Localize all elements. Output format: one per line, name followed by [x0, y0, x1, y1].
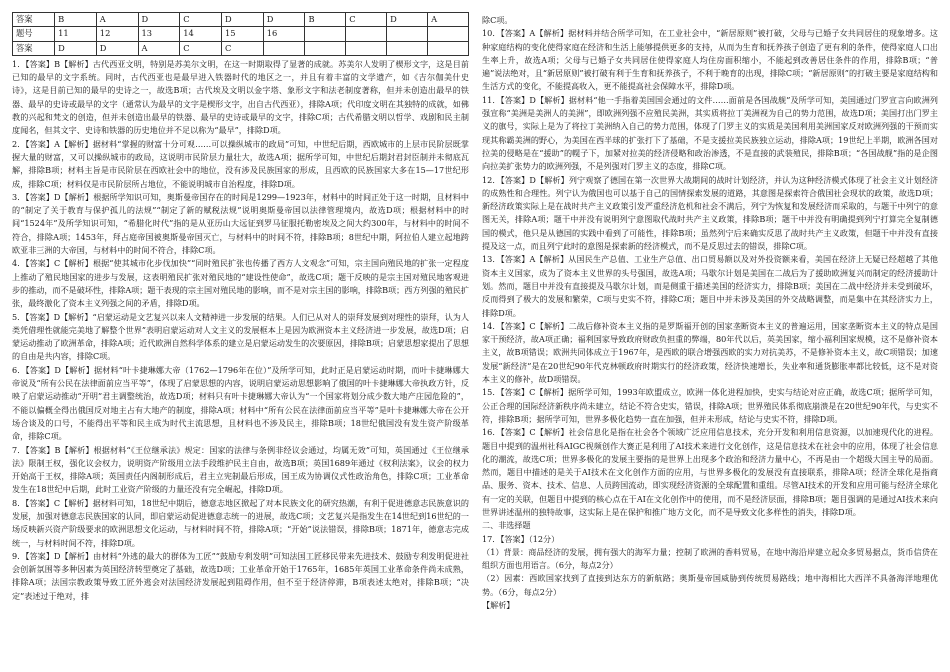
answer-table-row — [13, 27, 469, 41]
answer-table-cell — [387, 41, 428, 55]
answer-table-cell — [428, 27, 469, 41]
paragraph: 14．【答案】C【解析】二战后修补资本主义指的是罗斯福开创的国家垄断资本主义的普遍运用，国家垄断资本主义的特点是国家干预经济，故A项正确；福利国家导致政府财政负担重的弊端，80年代以后，英美国家，缩小福利国家规模，这不是修补资本主义，故B项错误；欧洲共同体成立于1967年，是西欧的联合增强西欧的实力对抗美苏，不是修补资本主义，故C项错误；加速发展“新经济”是在20世纪90年代克林顿政府时期实行的经济政策，经济快速增长，失业率和通货膨胀率都比较低，这不是对资本主义的修补，故D项错误。 — [482, 320, 938, 385]
answer-table-cell: 11 — [55, 27, 97, 41]
right-text-block — [482, 14, 938, 612]
answer-table-cell: D — [96, 41, 138, 55]
answer-table-cell — [305, 41, 346, 55]
paragraph: 除C项。 — [482, 15, 513, 25]
paragraph: 6．【答案】D【解析】据材料“叶卡捷琳娜大帝（1762—1796年在位）”及所学可知，此时正是启蒙运动时期，而叶卡捷琳娜大帝说及“所有公民在法律面前应当平等”，体现了启蒙思想的内容，说明启蒙运动思想影响了俄国的叶卡捷琳娜大帝执政方针，反映了启蒙运动推动“开明”君主调整统治，故选D项；材料只有叶卡捷琳娜大帝认为“一个国家将划分成少数大地产庄园危险的”，不能以偏概全得出俄国反对地主占有大地产的制度，排除A项；材料中“所有公民在法律面前应当平等”是叶卡捷琳娜大帝在公开场合谈及的口号，不能得出平等和民主成为时代主流思想，且材料也不涉及民主，排除B项；18世纪俄国没有发生资产阶级革命，排除C项。 — [12, 364, 469, 442]
paragraph: 17．【答案】（12分） — [482, 533, 560, 544]
paragraph: 7．【答案】B【解析】根据材料“《王位继承法》规定：国家的法律与条例非经议会通过，均属无效”可知，英国通过《王位继承法》限制王权，强化议会权力，说明资产阶级用立法手段维护民主自由，故选B项；英国1689年通过《权利法案》，议会的权力开始高于王权，排除A项；英国责任内阁制形成后，君主立宪制最后形成，国王成为协调仪式性政治角色，排除C项；工业革命发生在18世纪中后期，此时工业资产阶级的力量还没有完全崛起，排除D项。 — [12, 444, 469, 495]
answer-table-cell — [263, 41, 305, 55]
answer-table-cell: B — [55, 13, 97, 27]
paragraph: 12．【答案】D【解析】列宁观察了德国在第一次世界大战期间的战时计划经济，并认为这种经济模式体现了社会主义计划经济的成熟性和合理性。列宁认为俄国也可以基于自己的国情探索发展的道路，其意图是探索符合俄国社会现状的政策，故选D项；新经济政策实际上是在战时共产主义政策引发严重经济危机和社会不满后，列宁为恢复和发展经济而采取的，与题干中列宁的意图无关，排除A项；题干中并没有说明列宁意图取代战时共产主义政策，排除B项；题干中并没有明确提到列宁打算完全复制德国的模式，他只是从德国的实践中看到了可能性，排除B项；虽然列宁后来确实反思了战时共产主义政策，但题干中并没有直接提及这一点，而且列宁此时的意图是探索新的经济模式，而不是反思过去的错误，排除C项。 — [482, 174, 938, 252]
answer-table-row-label: 题号 — [13, 27, 55, 41]
answer-table-row-label: 答案 — [13, 13, 55, 27]
answer-table-row-label: 答案 — [13, 41, 55, 55]
left-column — [12, 12, 469, 603]
paragraph: 9．【答案】D【解析】由材料“外逃的最大的群体为工匠”“鼓励专利发明”可知法国工匠移民带来先进技术、鼓励专利发明促进社会创新氛围等多种因素为英国经济转型奠定了基础，故选D项；工业革命开始于1765年，1685年英国工业革命条件尚未成熟，排除A项；法国宗教政策导致工匠外逃会对法国经济发展起到阻碍作用，但不至于经济停滞，B项表述太绝对，排除B项；“决定”表述过于绝对，排 — [12, 550, 469, 601]
paragraph: 2．【答案】A【解析】据材料“掌握的财富十分可观……可以操纵城市的政局”可知，中世纪后期，西欧城市的上层市民阶层既掌握大量的财富，又可以操纵城市的政局，这说明市民阶层力量壮大，故选A项；据所学可知，中世纪后期封君封臣制并未彻底瓦解，排除B项；材料主旨是市民阶层在西欧社会中的地位，没有涉及民族国家的形成，且西欧的民族国家大多在15—17世纪形成，排除C项；材料仅是市民阶层所占地位，不能说明城市自治程度，排除D项。 — [12, 138, 469, 189]
left-text-block — [12, 58, 469, 603]
answer-table — [12, 12, 469, 56]
answer-table-cell — [387, 27, 428, 41]
paragraph: 15．【答案】C【解析】据所学可知，1993年欧盟成立，欧洲一体化进程加快，史实与结论对应正确，故选C项；据所学可知，公正合理的国际经济新秩序尚未建立，结论不符合史实，错误，排除A项；世界殖民体系彻底崩溃是在20世纪90年代，与史实不符，排除B项；据所学可知，世界多极化趋势一直在加强，但并未形成，结论与史实不符，排除D项。 — [482, 387, 938, 424]
paragraph: 3．【答案】D【解析】根据所学知识可知，奥斯曼帝国存在的时间是1299—1923年，材料中的时间正处于这一时期，且材料中的“制定了关于教育与保护孤儿的法规”“制定了新的赋税法规”说明奥斯曼帝国以法律管理境内，故选D项；根据材料中的时间“1524年”及所学知识可知，“希腊化时代”指的是从亚历山大远征到罗马征服托勒密埃及之间大约300年，与材料中的时间不符合，排除A项；1453年，拜占庭帝国被奥斯曼帝国灭亡，与材料中的时间不符，排除B项；8世纪中期，阿拉伯人建立起地跨欧亚非三洲的大帝国，与材料中的时间不符合，排除C项。 — [12, 191, 469, 256]
answer-table-cell: C — [346, 13, 387, 27]
paragraph: 【解析】 — [482, 600, 515, 611]
paragraph: （2）因素：西欧国家找到了直接到达东方的新航路；奥斯曼帝国威胁到传统贸易路线；地中海相比大西洋不具备海洋地理优势。（6分，每点2分） — [482, 573, 938, 597]
answer-table-cell: C — [222, 41, 264, 55]
paragraph: 13．【答案】A【解析】从国民生产总值、工业生产总值、出口贸易额以及对外投资额来看，美国在经济上无疑已经超越了其他资本主义国家，成为了资本主义世界的头号强国，故选A项；马歇尔计划是美国在二战后为了援助欧洲复兴而制定的经济援助计划。然而，题目中并没有直接提及马歇尔计划，而是侧重于描述美国的经济实力，排除B项；美国在二战中经济并未受到破坏，反而得到了极大的发展和繁荣，C项与史实不符，排除C项；题目中并未涉及美国的外交战略调整，而是集中在其经济实力上，排除D项。 — [482, 254, 938, 318]
answer-table-cell: C — [180, 41, 222, 55]
answer-table-cell — [305, 27, 346, 41]
answer-table-cell: A — [138, 41, 180, 55]
right-column — [482, 14, 938, 612]
paragraph: 1．【答案】B【解析】古代西亚文明，特别是苏美尔文明，在这一时期取得了显著的成就。苏美尔人发明了楔形文字，这是目前已知的最早的文字系统。同时，古代西亚也是最早进入铁器时代的地区之一，并且有着丰富的文学遗产，如《吉尔伽美什史诗》，这是目前已知的最早的史诗之一，故选B项；古代埃及文明以金字塔、象形文字和法老制度著称，但并未创造出最早的铁器、最早的史诗或最早的文字（通常认为最早的文字是楔形文字，出自古代西亚），排除A项；代印度文明在其独特的成就，如佛教的兴起和梵文的创造，但并未创造出最早的铁器、最早的史诗或最早的文字，排除C项；古代希腊文明以哲学、戏剧和民主制度闻名，但其文字、史诗和铁器的历史地位并不足以称为“最早”，排除D项。 — [12, 58, 469, 136]
answer-table-row — [13, 41, 469, 55]
answer-table-cell — [428, 41, 469, 55]
answer-table-cell: D — [138, 13, 180, 27]
answer-table-cell: D — [222, 13, 264, 27]
paragraph: 8．【答案】C【解析】据材料可知，18世纪中期后，德意志地区掀起了对本民族文化的研究热潮，有利于促进德意志民族意识的发展，加强对德意志民族国家的认同，即启蒙运动促进德意志统一的进展，故选C项；文艺复兴是指发生在14世纪到16世纪的一场反映新兴资产阶级要求的欧洲思想文化运动，与材料时间不符，排除A项；“开始”说法错误，排除B项；1871年，德意志完成统一，与材料时间不符，排除D项。 — [12, 497, 469, 548]
answer-table-cell: 15 — [222, 27, 264, 41]
answer-table-cell — [346, 41, 387, 55]
paragraph: （1）背景：商品经济的发展，拥有强大的海军力量；控制了欧洲的香料贸易，在地中海沿岸建立起众多贸易据点，货币信贷在组织方面也用语言。（6分，每点2分） — [482, 546, 938, 571]
answer-table-cell: A — [96, 13, 138, 27]
paragraph: 11．【答案】D【解析】据材料“他一手指着美国国会通过的文件……面前是各国战舰”及所学可知，美国通过门罗宣言向欧洲列强宣称“美洲是美洲人的美洲”，即欧洲列强不应殖民美洲，其实质将拉丁美洲视为自己的势力范围，故选D项；美国打出门罗主义的旗号，实际上是为了将拉丁美洲纳入自己的势力范围，体现了门罗主义的实质是美国利用美洲国家反对欧洲列强的干预而实现其称霸美洲的野心，为美国在西半球的扩张打下了基础，不是支援拉美民族独立运动，排除A项；19世纪上半期，欧洲各国对拉美的侵略是在“援助”的幌子下，加紧对拉美的经济侵略和政治渗透，不是直接的武装殖民，排除B项；“各国战舰”指的是企图向拉美扩张势力的欧洲列强，不是列强对门罗主义的态度，排除C项。 — [482, 94, 938, 172]
answer-table-cell: 12 — [96, 27, 138, 41]
answer-table-cell: B — [305, 13, 346, 27]
paragraph: 16．【答案】C【解析】社会信息化是指在社会各个领域广泛应用信息技术，充分开发和利用信息资源，以加速现代化的进程。题目中提到的温州社科AIGC视频创作大赛正是利用了AI技术来进行文化创作，这是信息技术在社会中的应用，体现了社会信息化的潮流，故选C项；世界多极化的发展主要指的是世界上出现多个政治和经济力量中心，不再是由一个超级大国主导的局面。然而，题目中描述的是关于AI技术在文化创作方面的应用，与世界多极化的发展没有直接联系，排除A项；经济全球化是指商品、服务、资本、技术、信息、人员跨国流动，即实现经济资源的全球配置和重组。尽管AI技术的开发和应用可能与经济全球化有一定的关联，但题目中提到的核心点在于AI在文化创作中的使用，而不是经济层面，排除B项；题目强调的是通过AI技术来向世界讲述温州的独特故事，这实际上是在保护和推广地方文化，而不是导致文化多样性的消失，排除D项。 — [482, 427, 938, 517]
answer-table-cell: 16 — [263, 27, 305, 41]
answer-table-cell — [346, 27, 387, 41]
answer-table-cell: 13 — [138, 27, 180, 41]
answer-table-cell: 14 — [180, 27, 222, 41]
answer-table-cell: D — [387, 13, 428, 27]
answer-table-cell: A — [428, 13, 469, 27]
paragraph: 4．【答案】C【解析】根据“使其城市化步伐加快”“同时殖民扩张也传播了西方人文观念”可知，宗主国向殖民地的扩张一定程度上推动了殖民地国家的进步与发展，这表明殖民扩张对殖民地的“建设性使命”，故选C项；题干反映的是宗主国对殖民地客观进步的推动，而不是破坏性，排除A项；题干表现的宗主国对殖民地的影响，而不是对宗主国的影响，排除B项；西方列强的殖民扩张，最终激化了资本主义列强之间的矛盾，排除D项。 — [12, 258, 469, 309]
answer-table-cell: D — [55, 41, 97, 55]
answer-table-row — [13, 13, 469, 27]
paragraph: 10．【答案】A【解析】据材料并结合所学可知，在工业社会中，“新居原则”被打破，父母与已婚子女共同居住的现象增多。这种家庭结构的变化使得家庭在经济和生活上能够提供更多的支持，从而为生育和抚养孩子创造了更有利的条件，使得家庭人口出生率上升，故选A项；父母与已婚子女共同居住使得家庭人均住房面积缩小，不能起到改善居住条件的作用，排除B项；“普遍”说法绝对，且“新居原则”被打破有利于生育和抚养孩子，不利于晚育的出现，排除C项；“新居原则”的打破主要是家庭结构和生活方式的变化，不能提高收入，更不能提高社会保障水平，排除D项。 — [482, 28, 938, 92]
paragraph: 二、非选择题 — [482, 520, 531, 531]
answer-table-cell: D — [263, 13, 305, 27]
paragraph: 5．【答案】D【解析】“启蒙运动是文艺复兴以来人文精神进一步发展的结果。人们已从对人的崇拜发展到对理性的崇拜，认为人类凭借理性就能完美地了解整个世界”表明启蒙运动对人文主义的发展框本上是因为欧洲资本主义经济进一步发展，故选D项；启蒙运动推动了欧洲革命，排除A项；近代欧洲自然科学体系的建立是启蒙运动发生的次要原因，排除B项；启蒙思想家提出了思想的自由是共内容，排除C项。 — [12, 311, 469, 362]
answer-table-cell: C — [180, 13, 222, 27]
